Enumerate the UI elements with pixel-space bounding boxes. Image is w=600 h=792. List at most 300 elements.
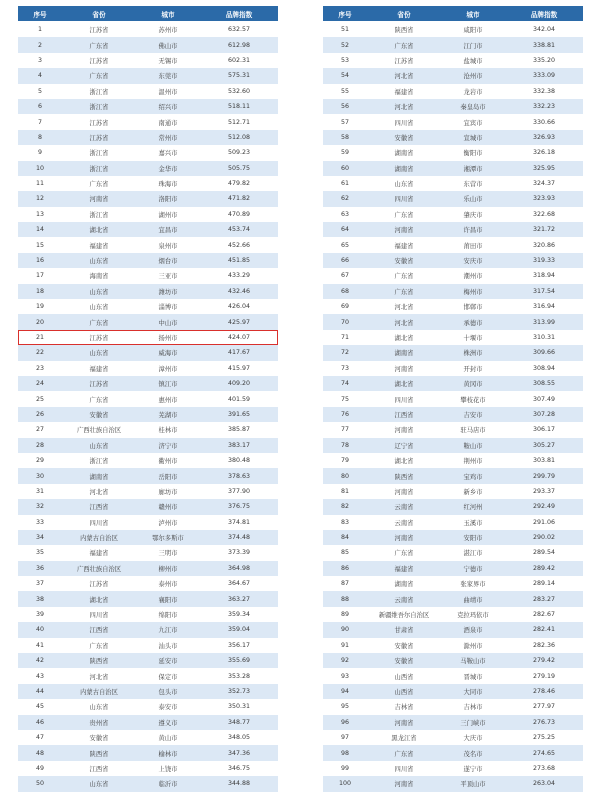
table-row bbox=[18, 530, 278, 545]
rank-cell: 48 bbox=[35, 749, 44, 757]
brand-index-cell: 401.59 bbox=[227, 395, 251, 403]
rank-cell: 20 bbox=[35, 318, 44, 326]
city-cell: 新乡市 bbox=[463, 488, 483, 496]
rank-cell: 21 bbox=[35, 334, 44, 341]
rank-cell: 3 bbox=[37, 56, 42, 64]
table-row bbox=[18, 638, 278, 653]
table-row bbox=[18, 730, 278, 745]
brand-index-cell: 338.81 bbox=[532, 41, 556, 49]
city-cell: 淄博市 bbox=[158, 304, 178, 312]
city-cell: 漳州市 bbox=[158, 365, 178, 373]
province-cell: 安徽省 bbox=[394, 642, 414, 650]
province-cell: 河北省 bbox=[394, 304, 414, 312]
table-row bbox=[18, 484, 278, 499]
rank-cell: 1 bbox=[37, 26, 42, 34]
city-cell: 乐山市 bbox=[463, 196, 483, 204]
brand-index-cell: 277.97 bbox=[532, 703, 556, 711]
brand-index-cell: 355.69 bbox=[227, 657, 251, 665]
city-cell: 平顶山市 bbox=[460, 781, 486, 789]
city-cell: 马鞍山市 bbox=[460, 658, 486, 666]
province-cell: 陕西省 bbox=[394, 473, 414, 481]
city-cell: 宝鸡市 bbox=[463, 473, 483, 481]
brand-index-cell: 322.68 bbox=[532, 210, 556, 218]
table-row bbox=[323, 484, 583, 499]
rank-cell: 69 bbox=[340, 303, 349, 311]
province-cell: 吉林省 bbox=[394, 704, 414, 712]
city-cell: 汕头市 bbox=[158, 642, 178, 650]
brand-index-cell: 332.23 bbox=[532, 103, 556, 111]
rank-cell: 41 bbox=[35, 641, 44, 649]
city-cell: 遵义市 bbox=[158, 719, 178, 727]
province-cell: 福建省 bbox=[89, 242, 109, 250]
city-cell: 九江市 bbox=[158, 627, 178, 635]
brand-index-cell: 385.87 bbox=[227, 426, 251, 434]
brand-index-cell: 321.72 bbox=[532, 226, 556, 234]
rank-cell: 51 bbox=[340, 26, 349, 34]
rank-cell: 61 bbox=[340, 180, 349, 188]
brand-index-cell: 346.75 bbox=[227, 764, 251, 772]
brand-index-cell: 308.55 bbox=[532, 380, 556, 388]
table-row bbox=[18, 576, 278, 591]
brand-index-cell: 279.42 bbox=[532, 657, 556, 665]
city-cell: 株洲市 bbox=[463, 350, 483, 358]
city-cell: 十堰市 bbox=[463, 335, 483, 342]
city-cell: 梅州市 bbox=[463, 288, 483, 296]
table-row bbox=[18, 468, 278, 483]
header-province: 省份 bbox=[92, 10, 106, 19]
province-cell: 江西省 bbox=[89, 765, 109, 773]
table-header bbox=[18, 6, 278, 21]
city-cell: 泸州市 bbox=[158, 519, 178, 527]
table-row bbox=[323, 314, 583, 329]
table-row bbox=[18, 438, 278, 453]
rank-cell: 80 bbox=[340, 472, 349, 480]
rank-cell: 98 bbox=[340, 749, 349, 757]
rank-cell: 84 bbox=[340, 534, 349, 542]
province-cell: 湖南省 bbox=[394, 150, 414, 158]
city-cell: 承德市 bbox=[463, 319, 483, 327]
province-cell: 陕西省 bbox=[89, 750, 109, 758]
province-cell: 山东省 bbox=[89, 258, 109, 266]
table-row bbox=[18, 268, 278, 283]
table-row bbox=[323, 576, 583, 591]
province-cell: 河北省 bbox=[89, 488, 109, 496]
rank-cell: 17 bbox=[35, 272, 44, 280]
province-cell: 安徽省 bbox=[394, 134, 414, 142]
city-cell: 临沂市 bbox=[158, 781, 178, 789]
rank-cell: 96 bbox=[340, 718, 349, 726]
city-cell: 黄山市 bbox=[158, 735, 178, 743]
rank-cell: 44 bbox=[35, 687, 44, 695]
header-brand-index: 品牌指数 bbox=[225, 10, 253, 19]
city-cell: 苏州市 bbox=[158, 27, 178, 35]
city-cell: 金华市 bbox=[158, 165, 178, 173]
rank-cell: 45 bbox=[35, 703, 44, 711]
province-cell: 河南省 bbox=[89, 196, 109, 204]
rank-cell: 22 bbox=[35, 349, 44, 357]
brand-index-cell: 276.73 bbox=[532, 718, 556, 726]
brand-index-cell: 307.49 bbox=[532, 395, 556, 403]
province-cell: 江苏省 bbox=[89, 119, 109, 127]
rank-cell: 70 bbox=[340, 318, 349, 326]
province-cell: 河南省 bbox=[394, 227, 414, 235]
province-cell: 广东省 bbox=[89, 319, 109, 327]
brand-index-cell: 348.05 bbox=[227, 734, 251, 742]
city-cell: 上饶市 bbox=[158, 765, 178, 773]
rank-cell: 6 bbox=[37, 103, 42, 111]
table-row bbox=[323, 499, 583, 514]
rank-cell: 50 bbox=[35, 780, 44, 788]
brand-index-cell: 273.68 bbox=[532, 764, 556, 772]
brand-index-cell: 359.34 bbox=[227, 611, 251, 619]
city-cell: 三亚市 bbox=[158, 273, 178, 281]
city-cell: 曲靖市 bbox=[463, 596, 483, 604]
rank-cell: 58 bbox=[340, 133, 349, 141]
city-cell: 红河州 bbox=[463, 504, 483, 512]
rank-cell: 12 bbox=[35, 195, 44, 203]
table-row bbox=[323, 745, 583, 760]
province-cell: 河南省 bbox=[394, 488, 414, 496]
city-cell: 湛江市 bbox=[463, 550, 483, 558]
rank-cell: 23 bbox=[35, 364, 44, 372]
table-row bbox=[323, 776, 583, 791]
table-row bbox=[323, 638, 583, 653]
brand-index-cell: 278.46 bbox=[532, 687, 556, 695]
province-cell: 安徽省 bbox=[394, 658, 414, 666]
city-cell: 佛山市 bbox=[158, 42, 178, 50]
brand-index-cell: 323.93 bbox=[532, 195, 556, 203]
table-row bbox=[323, 699, 583, 714]
table-row bbox=[18, 653, 278, 668]
rank-cell: 75 bbox=[340, 395, 349, 403]
province-cell: 云南省 bbox=[394, 596, 414, 604]
city-cell: 保定市 bbox=[158, 673, 178, 681]
table-row bbox=[323, 253, 583, 268]
city-cell: 大同市 bbox=[463, 688, 483, 696]
rank-cell: 16 bbox=[35, 257, 44, 265]
province-cell: 山东省 bbox=[89, 704, 109, 712]
rank-cell: 27 bbox=[35, 426, 44, 434]
province-cell: 福建省 bbox=[89, 365, 109, 373]
rank-cell: 86 bbox=[340, 564, 349, 572]
rank-cell: 94 bbox=[340, 687, 349, 695]
brand-index-cell: 344.88 bbox=[227, 780, 251, 788]
province-cell: 河北省 bbox=[394, 73, 414, 81]
city-cell: 柳州市 bbox=[158, 565, 178, 573]
table-row bbox=[323, 376, 583, 391]
rank-cell: 77 bbox=[340, 426, 349, 434]
province-cell: 湖北省 bbox=[394, 458, 414, 466]
table-row bbox=[18, 253, 278, 268]
brand-index-cell: 289.14 bbox=[532, 580, 556, 588]
table-row bbox=[18, 314, 278, 329]
province-cell: 江西省 bbox=[394, 411, 414, 419]
rank-cell: 67 bbox=[340, 272, 349, 280]
city-cell: 嘉兴市 bbox=[158, 150, 178, 158]
province-cell: 内蒙古自治区 bbox=[80, 688, 118, 696]
city-cell: 延安市 bbox=[158, 658, 178, 666]
table-row bbox=[18, 668, 278, 683]
table-row bbox=[18, 622, 278, 637]
rank-cell: 72 bbox=[340, 349, 349, 357]
brand-index-cell: 471.82 bbox=[227, 195, 251, 203]
table-row bbox=[323, 730, 583, 745]
table-row bbox=[323, 84, 583, 99]
rank-cell: 49 bbox=[35, 764, 44, 772]
province-cell: 湖南省 bbox=[394, 165, 414, 173]
city-cell: 鞍山市 bbox=[463, 442, 483, 450]
city-cell: 龙岩市 bbox=[463, 88, 483, 96]
city-cell: 岳阳市 bbox=[158, 473, 178, 481]
table-body bbox=[18, 22, 278, 792]
brand-index-cell: 532.60 bbox=[227, 87, 251, 95]
province-cell: 新疆维吾尔自治区 bbox=[378, 612, 430, 620]
header-city: 城市 bbox=[466, 10, 480, 19]
city-cell: 衡阳市 bbox=[463, 150, 483, 158]
table-row bbox=[18, 499, 278, 514]
brand-index-cell: 317.54 bbox=[532, 287, 556, 295]
city-cell: 秦皇岛市 bbox=[460, 104, 486, 112]
rank-cell: 31 bbox=[35, 487, 44, 495]
brand-index-cell: 451.85 bbox=[227, 257, 251, 265]
table-row bbox=[323, 99, 583, 114]
brand-index-cell: 376.75 bbox=[227, 503, 251, 511]
province-cell: 河南省 bbox=[394, 719, 414, 727]
city-cell: 沧州市 bbox=[463, 73, 483, 81]
table-row bbox=[18, 99, 278, 114]
table-row bbox=[18, 22, 278, 37]
province-cell: 山东省 bbox=[89, 781, 109, 789]
table-row bbox=[323, 422, 583, 437]
table-row bbox=[18, 161, 278, 176]
brand-index-cell: 342.04 bbox=[532, 26, 556, 34]
rank-cell: 47 bbox=[35, 734, 44, 742]
city-cell: 扬州市 bbox=[158, 335, 178, 342]
brand-index-cell: 391.65 bbox=[227, 410, 251, 418]
rank-cell: 43 bbox=[35, 672, 44, 680]
table-row bbox=[18, 237, 278, 252]
province-cell: 湖北省 bbox=[394, 381, 414, 389]
table-row bbox=[18, 407, 278, 422]
table-row bbox=[18, 591, 278, 606]
province-cell: 贵州省 bbox=[89, 719, 109, 727]
rank-cell: 74 bbox=[340, 380, 349, 388]
city-cell: 洛阳市 bbox=[158, 196, 178, 204]
province-cell: 广东省 bbox=[394, 273, 414, 281]
rank-cell: 66 bbox=[340, 257, 349, 265]
province-cell: 河北省 bbox=[394, 104, 414, 112]
table-row bbox=[18, 391, 278, 406]
rank-cell: 42 bbox=[35, 657, 44, 665]
rank-cell: 89 bbox=[340, 611, 349, 619]
city-cell: 芜湖市 bbox=[158, 411, 178, 419]
city-cell: 东营市 bbox=[463, 181, 483, 189]
brand-index-cell: 282.36 bbox=[532, 641, 556, 649]
province-cell: 江苏省 bbox=[89, 57, 109, 65]
city-cell: 赣州市 bbox=[158, 504, 178, 512]
brand-index-cell: 364.98 bbox=[227, 564, 251, 572]
city-cell: 宜昌市 bbox=[158, 227, 178, 235]
brand-index-cell: 308.94 bbox=[532, 364, 556, 372]
brand-index-cell: 415.97 bbox=[227, 364, 251, 372]
table-row bbox=[323, 130, 583, 145]
city-cell: 盐城市 bbox=[463, 57, 483, 65]
brand-index-cell: 289.54 bbox=[532, 549, 556, 557]
province-cell: 广东省 bbox=[89, 181, 109, 189]
rank-cell: 25 bbox=[35, 395, 44, 403]
province-cell: 山西省 bbox=[394, 688, 414, 696]
province-cell: 辽宁省 bbox=[394, 442, 414, 450]
province-cell: 浙江省 bbox=[89, 211, 109, 219]
table-row bbox=[323, 530, 583, 545]
brand-index-cell: 330.66 bbox=[532, 118, 556, 126]
rank-cell: 55 bbox=[340, 87, 349, 95]
province-cell: 云南省 bbox=[394, 519, 414, 527]
city-cell: 无锡市 bbox=[158, 57, 178, 65]
brand-index-cell: 348.77 bbox=[227, 718, 251, 726]
rank-cell: 5 bbox=[37, 87, 42, 95]
city-cell: 安阳市 bbox=[463, 535, 483, 543]
rank-cell: 34 bbox=[35, 534, 44, 542]
province-cell: 江苏省 bbox=[89, 335, 109, 342]
rank-cell: 91 bbox=[340, 641, 349, 649]
brand-index-cell: 324.37 bbox=[532, 180, 556, 188]
brand-index-cell: 470.89 bbox=[227, 210, 251, 218]
brand-index-cell: 512.08 bbox=[227, 133, 251, 141]
table-row bbox=[18, 345, 278, 360]
brand-index-cell: 425.97 bbox=[227, 318, 251, 326]
province-cell: 河南省 bbox=[394, 535, 414, 543]
province-cell: 福建省 bbox=[394, 88, 414, 96]
province-cell: 海南省 bbox=[89, 273, 109, 281]
city-cell: 大庆市 bbox=[463, 735, 483, 743]
brand-index-cell: 326.93 bbox=[532, 133, 556, 141]
rank-cell: 37 bbox=[35, 580, 44, 588]
province-cell: 广东省 bbox=[394, 550, 414, 558]
table-row bbox=[18, 130, 278, 145]
province-cell: 四川省 bbox=[89, 519, 109, 527]
city-cell: 绍兴市 bbox=[158, 104, 178, 112]
city-cell: 潍坊市 bbox=[158, 288, 178, 296]
city-cell: 温州市 bbox=[158, 88, 178, 96]
province-cell: 安徽省 bbox=[89, 411, 109, 419]
city-cell: 烟台市 bbox=[158, 258, 178, 266]
brand-index-cell: 307.28 bbox=[532, 410, 556, 418]
table-row bbox=[323, 191, 583, 206]
rank-cell: 32 bbox=[35, 503, 44, 511]
province-cell: 江苏省 bbox=[394, 57, 414, 65]
rank-cell: 10 bbox=[35, 164, 44, 172]
brand-index-cell: 332.38 bbox=[532, 87, 556, 95]
province-cell: 福建省 bbox=[394, 242, 414, 250]
province-cell: 山东省 bbox=[89, 304, 109, 312]
brand-index-cell: 275.25 bbox=[532, 734, 556, 742]
table-row bbox=[18, 284, 278, 299]
city-cell: 珠海市 bbox=[158, 181, 178, 189]
city-cell: 衢州市 bbox=[158, 458, 178, 466]
brand-index-cell: 299.79 bbox=[532, 472, 556, 480]
rank-cell: 64 bbox=[340, 226, 349, 234]
brand-index-cell: 333.09 bbox=[532, 72, 556, 80]
table-row bbox=[18, 376, 278, 391]
rank-cell: 68 bbox=[340, 287, 349, 295]
table-row bbox=[18, 299, 278, 314]
table-row bbox=[18, 145, 278, 160]
brand-index-cell: 518.11 bbox=[227, 103, 251, 111]
city-cell: 玉溪市 bbox=[463, 519, 483, 527]
province-cell: 河南省 bbox=[394, 365, 414, 373]
city-cell: 包头市 bbox=[158, 688, 178, 696]
table-row bbox=[18, 68, 278, 83]
rank-cell: 79 bbox=[340, 457, 349, 465]
province-cell: 河北省 bbox=[394, 319, 414, 327]
province-cell: 四川省 bbox=[394, 196, 414, 204]
table-row bbox=[323, 345, 583, 360]
rank-cell: 52 bbox=[340, 41, 349, 49]
rank-cell: 71 bbox=[340, 334, 349, 341]
table-row bbox=[323, 284, 583, 299]
table-row bbox=[18, 422, 278, 437]
table-row bbox=[323, 299, 583, 314]
rank-cell: 30 bbox=[35, 472, 44, 480]
table-row bbox=[18, 776, 278, 791]
city-cell: 晋城市 bbox=[463, 673, 483, 681]
ranking-table-right bbox=[323, 6, 583, 792]
city-cell: 滁州市 bbox=[463, 642, 483, 650]
brand-index-cell: 335.20 bbox=[532, 56, 556, 64]
city-cell: 莆田市 bbox=[463, 242, 483, 250]
brand-index-cell: 432.46 bbox=[227, 287, 251, 295]
city-cell: 黄冈市 bbox=[463, 381, 483, 389]
table-row bbox=[323, 237, 583, 252]
province-cell: 广东省 bbox=[89, 642, 109, 650]
rank-cell: 83 bbox=[340, 518, 349, 526]
rank-cell: 54 bbox=[340, 72, 349, 80]
table-row bbox=[323, 222, 583, 237]
city-cell: 湘潭市 bbox=[463, 165, 483, 173]
rank-cell: 4 bbox=[37, 72, 42, 80]
city-cell: 遂宁市 bbox=[463, 765, 483, 773]
city-cell: 桂林市 bbox=[158, 427, 178, 435]
province-cell: 内蒙古自治区 bbox=[80, 535, 118, 543]
province-cell: 江西省 bbox=[89, 504, 109, 512]
city-cell: 许昌市 bbox=[463, 227, 483, 235]
province-cell: 广西壮族自治区 bbox=[76, 565, 122, 573]
table-row bbox=[18, 37, 278, 52]
province-cell: 广东省 bbox=[89, 73, 109, 81]
header-rank: 序号 bbox=[33, 10, 47, 19]
table-row bbox=[18, 607, 278, 622]
province-cell: 浙江省 bbox=[89, 88, 109, 96]
table-row bbox=[323, 22, 583, 37]
rank-cell: 97 bbox=[340, 734, 349, 742]
rank-cell: 76 bbox=[340, 410, 349, 418]
table-row bbox=[323, 176, 583, 191]
province-cell: 江西省 bbox=[89, 627, 109, 635]
brand-index-cell: 424.07 bbox=[227, 334, 251, 341]
table-row bbox=[323, 684, 583, 699]
rank-cell: 57 bbox=[340, 118, 349, 126]
rank-cell: 60 bbox=[340, 164, 349, 172]
province-cell: 山东省 bbox=[89, 350, 109, 358]
city-cell: 攀枝花市 bbox=[460, 396, 486, 404]
province-cell: 安徽省 bbox=[394, 258, 414, 266]
province-cell: 山东省 bbox=[89, 442, 109, 450]
table-row bbox=[18, 114, 278, 129]
table-body bbox=[323, 22, 583, 792]
ranking-table-left bbox=[18, 6, 278, 792]
brand-index-cell: 359.04 bbox=[227, 626, 251, 634]
